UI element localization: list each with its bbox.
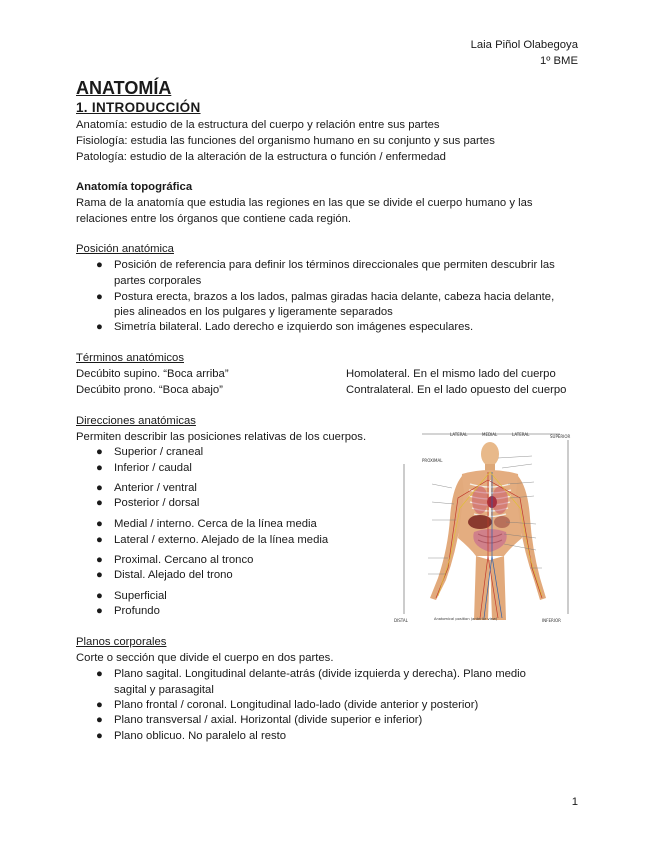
list-item-continuation: pies alineados en los pulgares y ligeramente separados <box>114 306 393 318</box>
bullet-icon: ● <box>96 590 103 602</box>
topografica-text-line2: relaciones entre los órganos que contiene cada región. <box>76 213 352 225</box>
list-item: ● Lateral / externo. Alejado de la línea media <box>96 534 329 546</box>
topografica-text-line1: Rama de la anatomía que estudia las regiones en las que se divide el cuerpo humano y las <box>76 197 533 209</box>
human-body-illustration <box>430 442 546 620</box>
list-item: ● Plano transversal / axial. Horizontal (divide superior e inferior) <box>96 714 423 726</box>
bullet-icon: ● <box>96 699 103 711</box>
heading-direcciones-anatomicas: Direcciones anatómicas <box>76 415 196 427</box>
list-item-continuation: sagital y parasagital <box>114 684 214 696</box>
figure-label-lateral-right: LATERAL <box>512 432 530 437</box>
list-item: ● Medial / interno. Cerca de la línea media <box>96 518 317 530</box>
bullet-icon: ● <box>96 321 103 333</box>
figure-label-superior: SUPERIOR <box>550 434 571 439</box>
termino-decubito-supino: Decúbito supino. “Boca arriba” <box>76 368 229 380</box>
planos-intro: Corte o sección que divide el cuerpo en dos partes. <box>76 652 334 664</box>
header-course: 1º BME <box>539 55 578 67</box>
list-item: ● Profundo <box>96 605 160 617</box>
bullet-icon: ● <box>96 714 103 726</box>
termino-decubito-prono: Decúbito prono. “Boca abajo” <box>76 384 223 396</box>
page-number: 1 <box>571 796 578 808</box>
bullet-icon: ● <box>96 291 103 303</box>
bullet-icon: ● <box>96 259 103 271</box>
bullet-icon: ● <box>96 462 103 474</box>
list-item: ● Postura erecta, brazos a los lados, palmas giradas hacia delante, cabeza hacia delante, <box>96 291 555 303</box>
bullet-icon: ● <box>96 730 103 742</box>
bullet-icon: ● <box>96 518 103 530</box>
definition-fisiologia: Fisiología: estudia las funciones del organismo humano en su conjunto y sus partes <box>76 135 495 147</box>
list-item-continuation: partes corporales <box>114 275 202 287</box>
anatomical-position-figure <box>392 428 580 624</box>
bullet-icon: ● <box>96 497 103 509</box>
section-heading-introduccion: 1. INTRODUCCIÓN <box>76 100 201 115</box>
bullet-icon: ● <box>96 554 103 566</box>
figure-label-lateral-left: LATERAL <box>450 432 468 437</box>
list-item: ● Anterior / ventral <box>96 482 197 494</box>
heading-terminos-anatomicos: Términos anatómicos <box>76 352 184 364</box>
figure-label-medial: MEDIAL <box>482 432 498 437</box>
definition-patologia: Patología: estudio de la alteración de la estructura o función / enfermedad <box>76 151 446 163</box>
figure-caption: Anatomical position (anterior view) <box>434 617 498 621</box>
bullet-icon: ● <box>96 605 103 617</box>
list-item: ● Inferior / caudal <box>96 462 192 474</box>
header-author: Laia Piñol Olabegoya <box>470 39 578 51</box>
bullet-icon: ● <box>96 668 103 680</box>
list-item: ● Simetría bilateral. Lado derecho e izquierdo son imágenes especulares. <box>96 321 474 333</box>
list-item: ● Superior / craneal <box>96 446 204 458</box>
list-item: ● Posición de referencia para definir los términos direccionales que permiten descubrir las <box>96 259 555 271</box>
page-title: ANATOMÍA <box>76 78 172 98</box>
figure-label-inferior: INFERIOR <box>542 618 561 623</box>
bullet-icon: ● <box>96 569 103 581</box>
heading-anatomia-topografica: Anatomía topográfica <box>76 181 193 193</box>
list-item: ● Plano frontal / coronal. Longitudinal lado-lado (divide anterior y posterior) <box>96 699 479 711</box>
direcciones-intro: Permiten describir las posiciones relativas de los cuerpos. <box>76 431 367 443</box>
list-item: ● Proximal. Cercano al tronco <box>96 554 254 566</box>
heading-planos-corporales: Planos corporales <box>76 636 167 648</box>
list-item: ● Posterior / dorsal <box>96 497 200 509</box>
list-item: ● Plano sagital. Longitudinal delante-atrás (divide izquierda y derecha). Plano medio <box>96 668 526 680</box>
termino-contralateral: Contralateral. En el lado opuesto del cuerpo <box>346 384 567 396</box>
heading-posicion-anatomica: Posición anatómica <box>76 243 174 255</box>
figure-label-proximal: PROXIMAL <box>422 458 443 463</box>
bullet-icon: ● <box>96 482 103 494</box>
list-item: ● Distal. Alejado del trono <box>96 569 233 581</box>
termino-homolateral: Homolateral. En el mismo lado del cuerpo <box>346 368 556 380</box>
list-item: ● Plano oblicuo. No paralelo al resto <box>96 730 287 742</box>
bullet-icon: ● <box>96 446 103 458</box>
figure-label-distal: DISTAL <box>394 618 408 623</box>
list-item: ● Superficial <box>96 590 167 602</box>
definition-anatomia: Anatomía: estudio de la estructura del cuerpo y relación entre sus partes <box>76 119 440 131</box>
bullet-icon: ● <box>96 534 103 546</box>
